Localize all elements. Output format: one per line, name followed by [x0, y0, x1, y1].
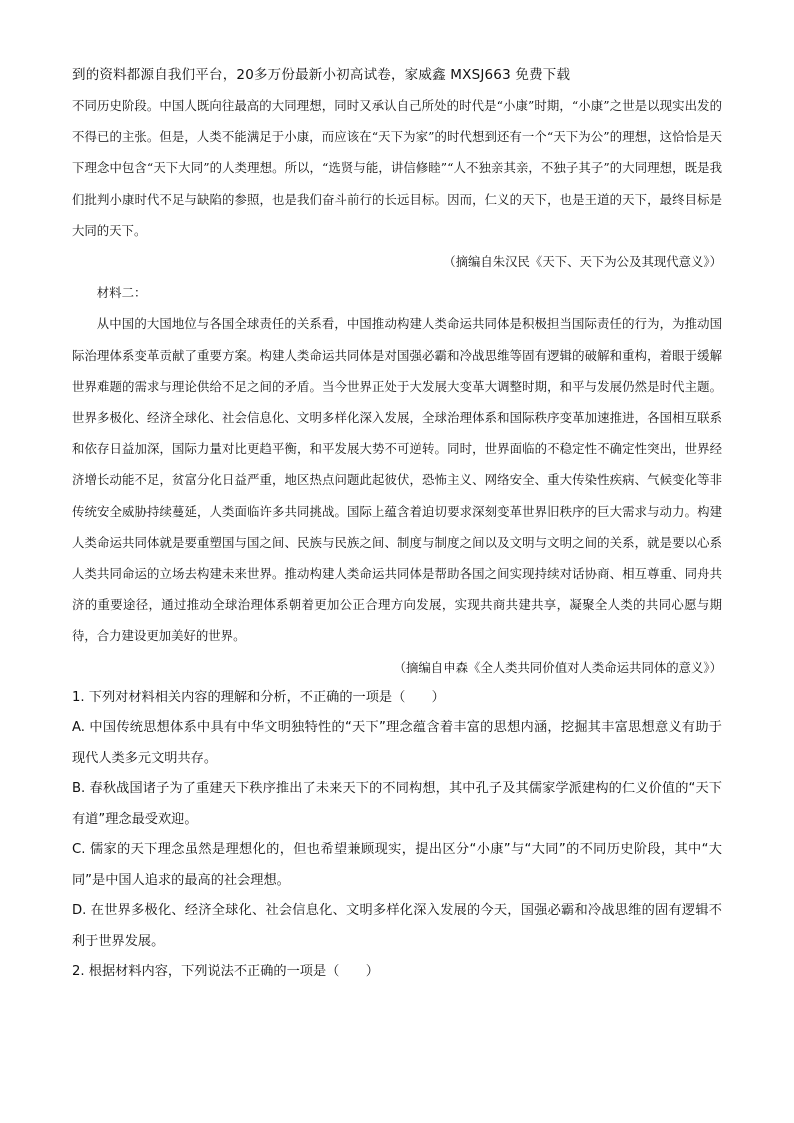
page-header: 到的资料都源自我们平台，20多万份最新小初高试卷，家威鑫 MXSJ663 免费下载 [72, 67, 571, 83]
material2-title: 材料二： [96, 285, 147, 301]
material1-continuation: 不同历史阶段。中国人既向往最高的大同理想，同时又承认自己所处的时代是“小康”时期，“小康”之世是以现实出发的不得已的主张。但是，人类不能满足于小康，而应该在“天下为家”的时代想到还有一个“天下为公”的理想，这恰恰是天下理念中包含“天下大同”的人类理想。所以，“选贤与能，讲信修睦”“人不独亲其亲，不独子其子”的大同理想，既是我们批判小康时代不足与缺陷的参照，也是我们奋斗前行的长远目标。因而，仁义的天下，也是王道的天下，最终目标是大同的天下。 [72, 98, 722, 238]
question-1 [72, 683, 722, 958]
question-1-stem: 1. 下列对材料相关内容的理解和分析，不正确的一项是（ ） [72, 689, 445, 705]
material1-source: （摘编自朱汉民《天下、天下为公及其现代意义》） [443, 254, 722, 270]
question-1-option-c: C. 儒家的天下理念虽然是理想化的，但也希望兼顾现实，提出区分“小康”与“大同”的不同历史阶段，其中“大同”是中国人追求的最高的社会理想。 [72, 842, 722, 888]
question-2-stem: 2. 根据材料内容，下列说法不正确的一项是（ ） [72, 964, 379, 980]
question-1-option-a: A. 中国传统思想体系中具有中华文明独特性的“天下”理念蕴含着丰富的思想内涵，挖掘其丰富思想意义有助于现代人类多元文明共存。 [72, 720, 722, 766]
question-2 [72, 957, 722, 988]
question-1-option-d: D. 在世界多极化、经济全球化、社会信息化、文明多样化深入发展的今天，国强必霸和冷战思维的固有逻辑不利于世界发展。 [72, 903, 722, 949]
document-page [72, 64, 722, 988]
question-1-option-b: B. 春秋战国诸子为了重建天下秩序推出了未来天下的不同构想，其中孔子及其儒家学派建构的仁义价值的“天下有道”理念最受欢迎。 [72, 781, 722, 827]
material2-body: 从中国的大国地位与各国全球责任的关系看，中国推动构建人类命运共同体是积极担当国际责任的行为，为推动国际治理体系变革贡献了重要方案。构建人类命运共同体是对国强必霸和冷战思维等固有逻辑的破解和重构，着眼于缓解世界难题的需求与理论供给不足之间的矛盾。当今世界正处于大发展大变革大调整时期，和平与发展仍然是时代主题。世界多极化、经济全球化、社会信息化、文明多样化深入发展，全球治理体系和国际秩序变革加速推进，各国相互联系和依存日益加深，国际力量对比更趋平衡，和平发展大势不可逆转。同时，世界面临的不稳定性不确定性突出，世界经济增长动能不足，贫富分化日益严重，地区热点问题此起彼伏，恐怖主义、网络安全、重大传染性疾病、气候变化等非传统安全威胁持续蔓延，人类面临许多共同挑战。国际上蕴含着迫切要求深刻变革世界旧秩序的巨大需求与动力。构建人类命运共同体就是要重塑国与国之间、民族与民族之间、制度与制度之间以及文明与文明之间的关系，就是要以心系人类共同命运的立场去构建未来世界。推动构建人类命运共同体是帮助各国之间实现持续对话协商、相互尊重、同舟共济的重要途径，通过推动全球治理体系朝着更加公正合理方向发展，实现共商共建共享，凝聚全人类的共同心愿与期待，合力建设更加美好的世界。 [72, 316, 722, 644]
material2-source: （摘编自申森《全人类共同价值对人类命运共同体的意义》） [393, 659, 722, 675]
